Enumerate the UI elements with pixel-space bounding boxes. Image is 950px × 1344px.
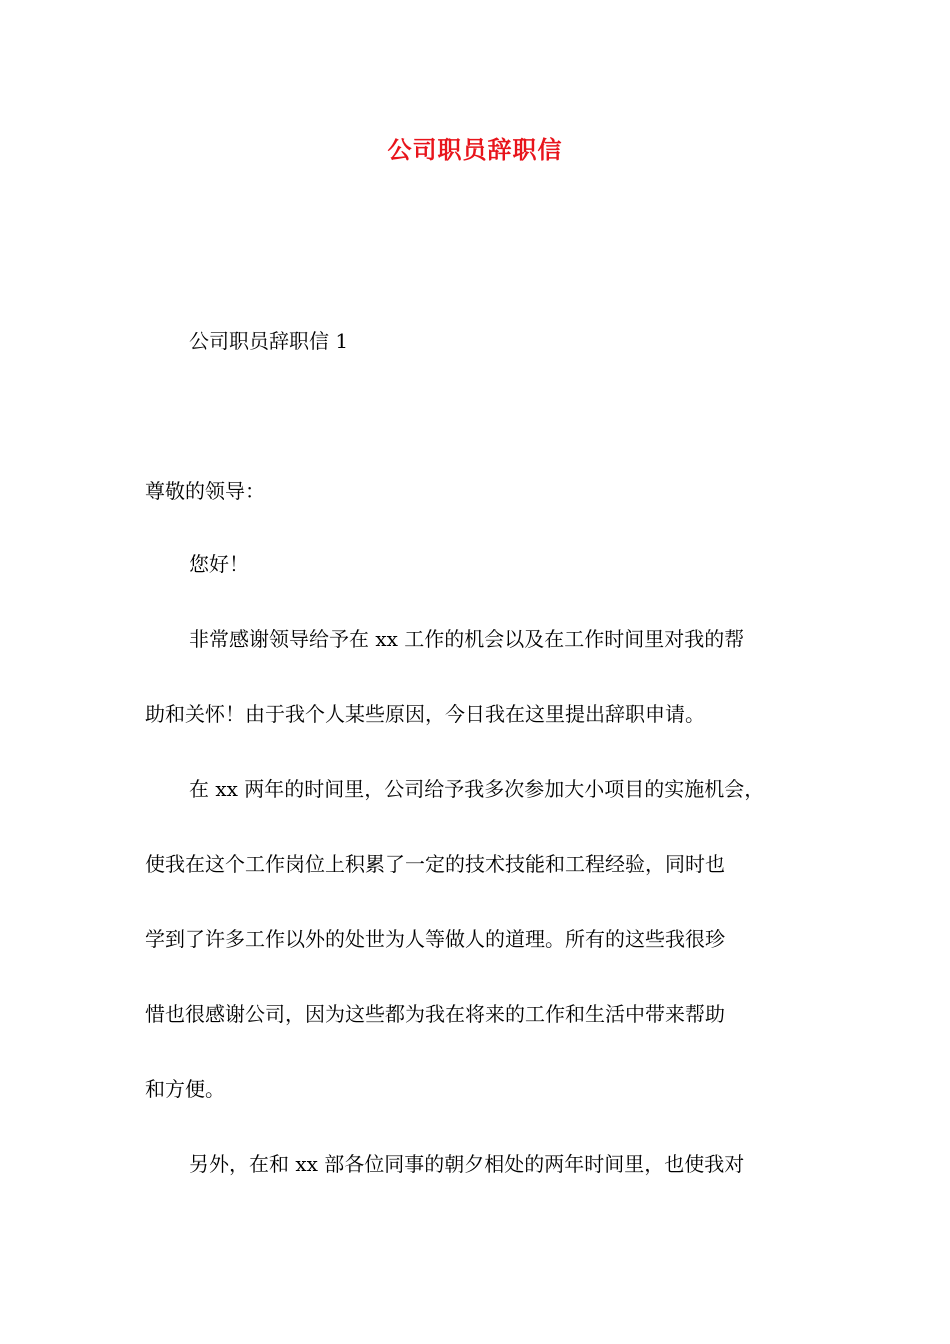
letter-heading: 公司职员辞职信 1 (189, 329, 349, 353)
paragraph-line: 学到了许多工作以外的处世为人等做人的道理。所有的这些我很珍 (145, 927, 725, 951)
greeting-line: 您好！ (189, 552, 249, 576)
paragraph-line: 使我在这个工作岗位上积累了一定的技术技能和工程经验，同时也 (145, 852, 725, 876)
salutation: 尊敬的领导： (145, 479, 265, 503)
document-title: 公司职员辞职信 (387, 136, 563, 164)
paragraph-line: 惜也很感谢公司，因为这些都为我在将来的工作和生活中带来帮助 (145, 1002, 725, 1026)
paragraph-line: 非常感谢领导给予在 xx 工作的机会以及在工作时间里对我的帮 (189, 627, 745, 651)
paragraph-line: 和方便。 (145, 1077, 225, 1101)
paragraph-line: 在 xx 两年的时间里，公司给予我多次参加大小项目的实施机会， (189, 777, 765, 801)
paragraph-line: 助和关怀！由于我个人某些原因，今日我在这里提出辞职申请。 (145, 702, 705, 726)
paragraph-line: 另外，在和 xx 部各位同事的朝夕相处的两年时间里，也使我对 (189, 1152, 745, 1176)
